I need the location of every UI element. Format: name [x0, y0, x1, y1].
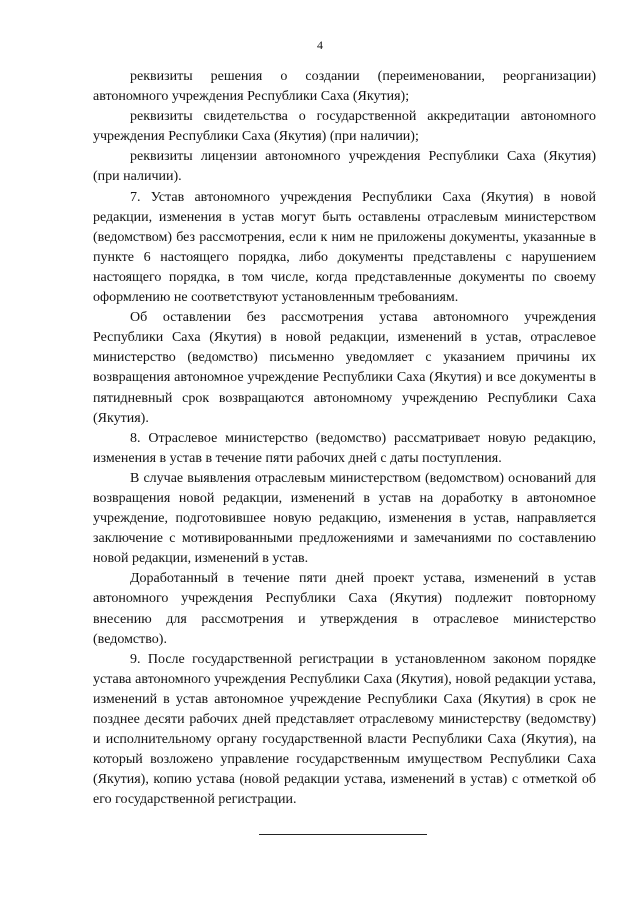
page-number: 4	[317, 38, 323, 52]
paragraph-item-7: 7. Устав автономного учреждения Республики Саха (Якутия) в новой редакции, изменения в устав могут быть оставлены отраслевым министерством (ведомством) без рассмотрения, если к ним не приложены документы, указанные в пункте 6 настоящего порядка, либо документы представлены с нарушением настоящего порядка, в том числе, когда представленные документы по своему оформлению не соответствуют установленным требованиям.	[93, 189, 596, 306]
paragraph-decision-details: реквизиты решения о создании (переименовании, реорганизации) автономного учреждения Республики Саха (Якутия);	[93, 69, 596, 105]
paragraph-accreditation-details: реквизиты свидетельства о государственной аккредитации автономного учреждения Республики Саха (Якутия) (при наличии);	[93, 109, 596, 145]
paragraph-return-notice: Об оставлении без рассмотрения устава автономного учреждения Республики Саха (Якутия) в новой редакции, изменений в устав, отраслевое министерство (ведомство) письменно уведомляет с указанием причины их возвращения автономное учреждение Республики Саха (Якутия) и все документы в пятидневный срок возвращаются автономному учреждению Республики Саха (Якутия).	[93, 310, 596, 426]
paragraph-license-details: реквизиты лицензии автономного учреждения Республики Саха (Якутия) (при наличии).	[93, 149, 596, 185]
end-divider	[259, 834, 427, 835]
paragraph-resubmission: Доработанный в течение пяти дней проект устава, изменений в устав автономного учреждения Республики Саха (Якутия) подлежит повторному внесению для рассмотрения и утверждения в отраслевое министерство (ведомство).	[93, 571, 596, 647]
document-body	[93, 67, 596, 810]
paragraph-revision-grounds: В случае выявления отраслевым министерством (ведомством) оснований для возвращения новой редакции, изменений в устав на доработку в автономное учреждение, подготовившее новую редакцию, изменения в устав, направляется заключение с мотивированными предложениями и замечаниями по составлению новой редакции, изменений в устав.	[93, 470, 596, 567]
paragraph-item-8: 8. Отраслевое министерство (ведомство) рассматривает новую редакцию, изменения в устав в течение пяти рабочих дней с даты поступления.	[93, 430, 596, 466]
paragraph-item-9: 9. После государственной регистрации в установленном законом порядке устава автономного учреждения Республики Саха (Якутия), новой редакции устава, изменений в устав автономное учреждение Республики Саха (Якутия) в срок не позднее десяти рабочих дней представляет отраслевому министерству (ведомству) и исполнительному органу государственной власти Республики Саха (Якутия), на который возложено управление государственным имуществом Республики Саха (Якутия), копию устава (новой редакции устава, изменений в устав) с отметкой об его государственной регистрации.	[93, 651, 596, 808]
